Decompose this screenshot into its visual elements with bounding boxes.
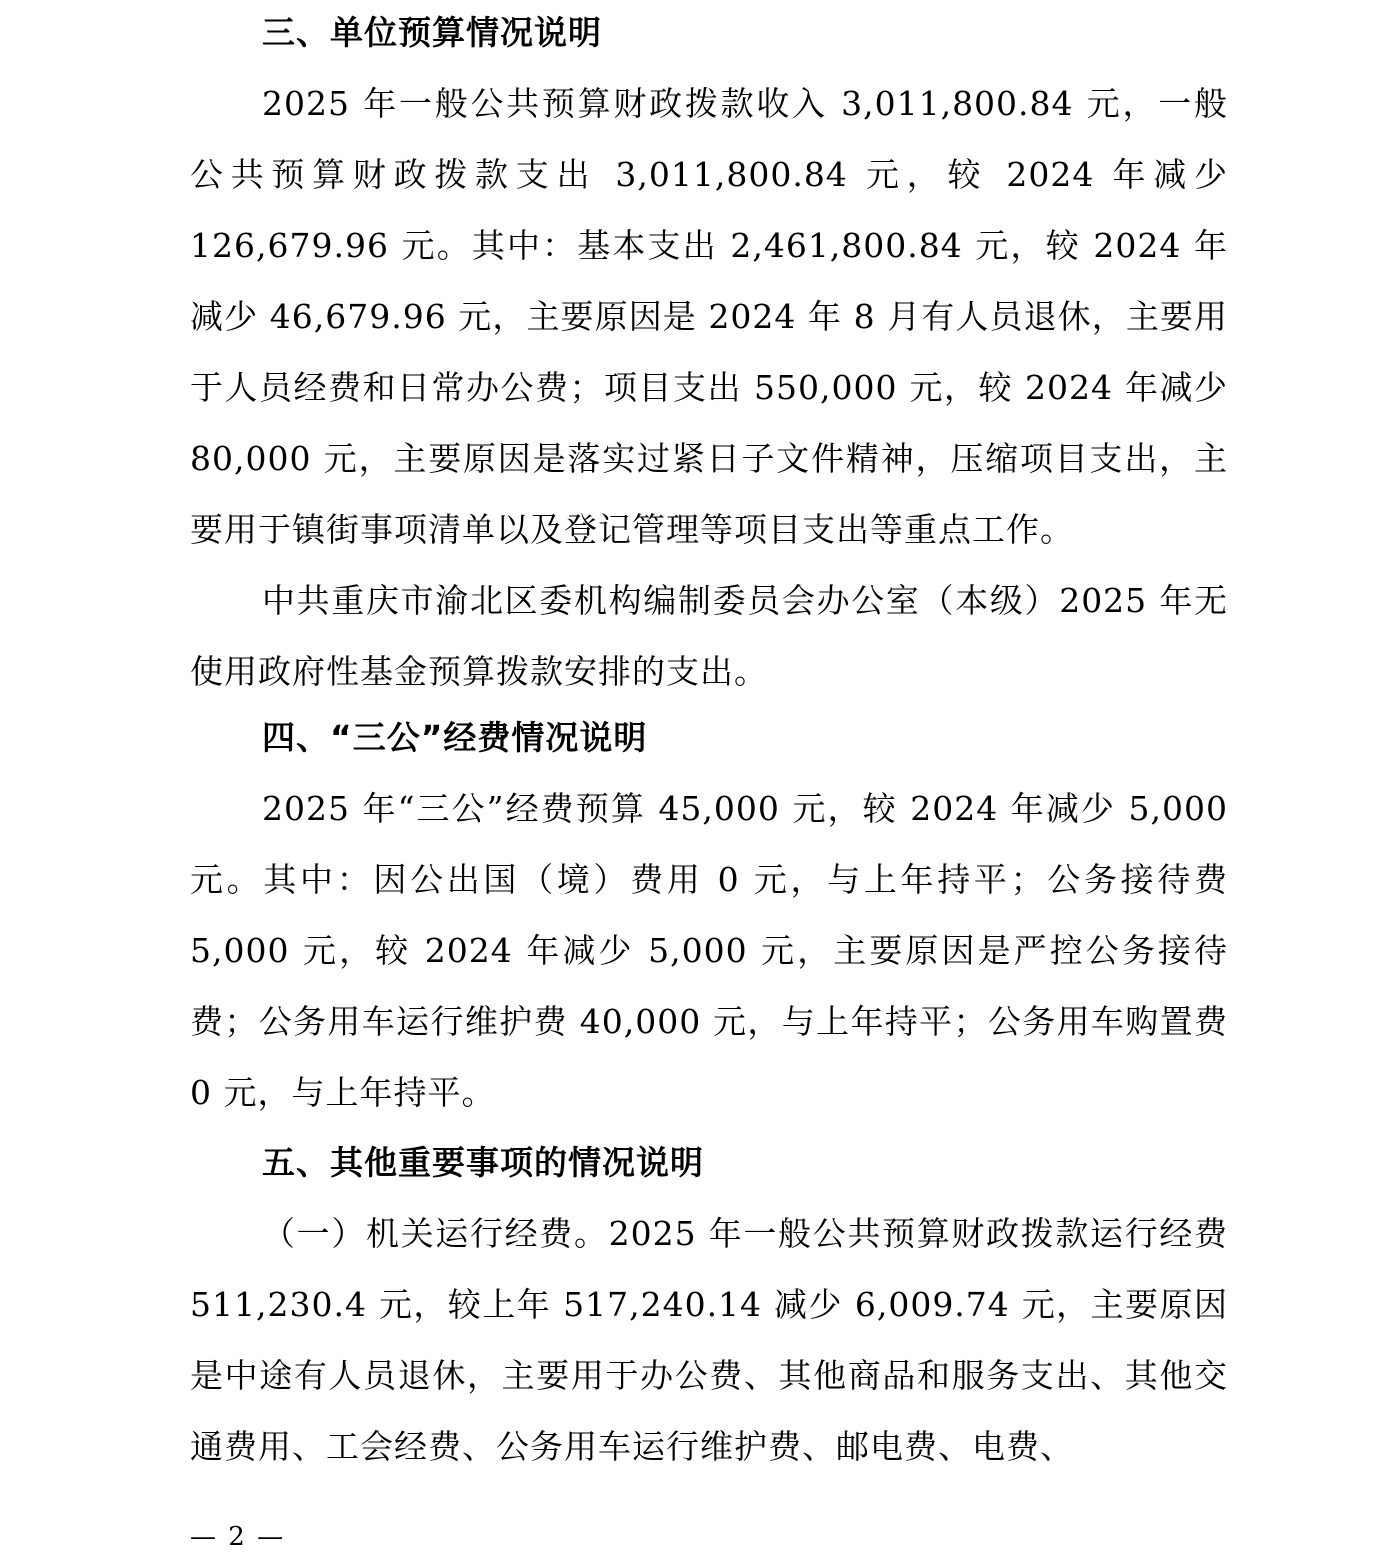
section-5-heading: 五、其他重要事项的情况说明	[262, 1143, 704, 1182]
section-3-body	[190, 68, 1228, 707]
section-3-paragraph-2: 中共重庆市渝北区委机构编制委员会办公室（本级）2025 年无使用政府性基金预算拨款安排的支出。	[190, 581, 1228, 691]
section-4-body	[190, 773, 1228, 1128]
section-3-heading: 三、单位预算情况说明	[262, 13, 602, 52]
section-4-paragraph-1: 2025 年“三公”经费预算 45,000 元，较 2024 年减少 5,000 元。其中：因公出国（境）费用 0 元，与上年持平；公务接待费 5,000 元，较 2024 年减少 5,000 元，主要原因是严控公务接待费；公务用车运行维护费 40,000 元，与上年持平；公务用车购置费 0 元，与上年持平。	[190, 789, 1228, 1112]
section-3-paragraph-1: 2025 年一般公共预算财政拨款收入 3,011,800.84 元，一般公共预算财政拨款支出 3,011,800.84 元，较 2024 年减少 126,679.96 元。其中：基本支出 2,461,800.84 元，较 2024 年减少 46,679.96 元，主要原因是 2024 年 8 月有人员退休，主要用于人员经费和日常办公费；项目支出 550,000 元，较 2024 年减少 80,000 元，主要原因是落实过紧日子文件精神，压缩项目支出，主要用于镇街事项清单以及登记管理等项目支出等重点工作。	[190, 84, 1228, 549]
section-4-heading: 四、“三公”经费情况说明	[262, 718, 648, 757]
section-5-paragraph-1: （一）机关运行经费。2025 年一般公共预算财政拨款运行经费 511,230.4 元，较上年 517,240.14 减少 6,009.74 元，主要原因是中途有人员退休，主要用于办公费、其他商品和服务支出、其他交通费用、工会经费、公务用车运行维护费、邮电费、电费、	[190, 1214, 1228, 1466]
page-number: — 2 —	[190, 1522, 286, 1552]
section-5-body	[190, 1198, 1228, 1482]
